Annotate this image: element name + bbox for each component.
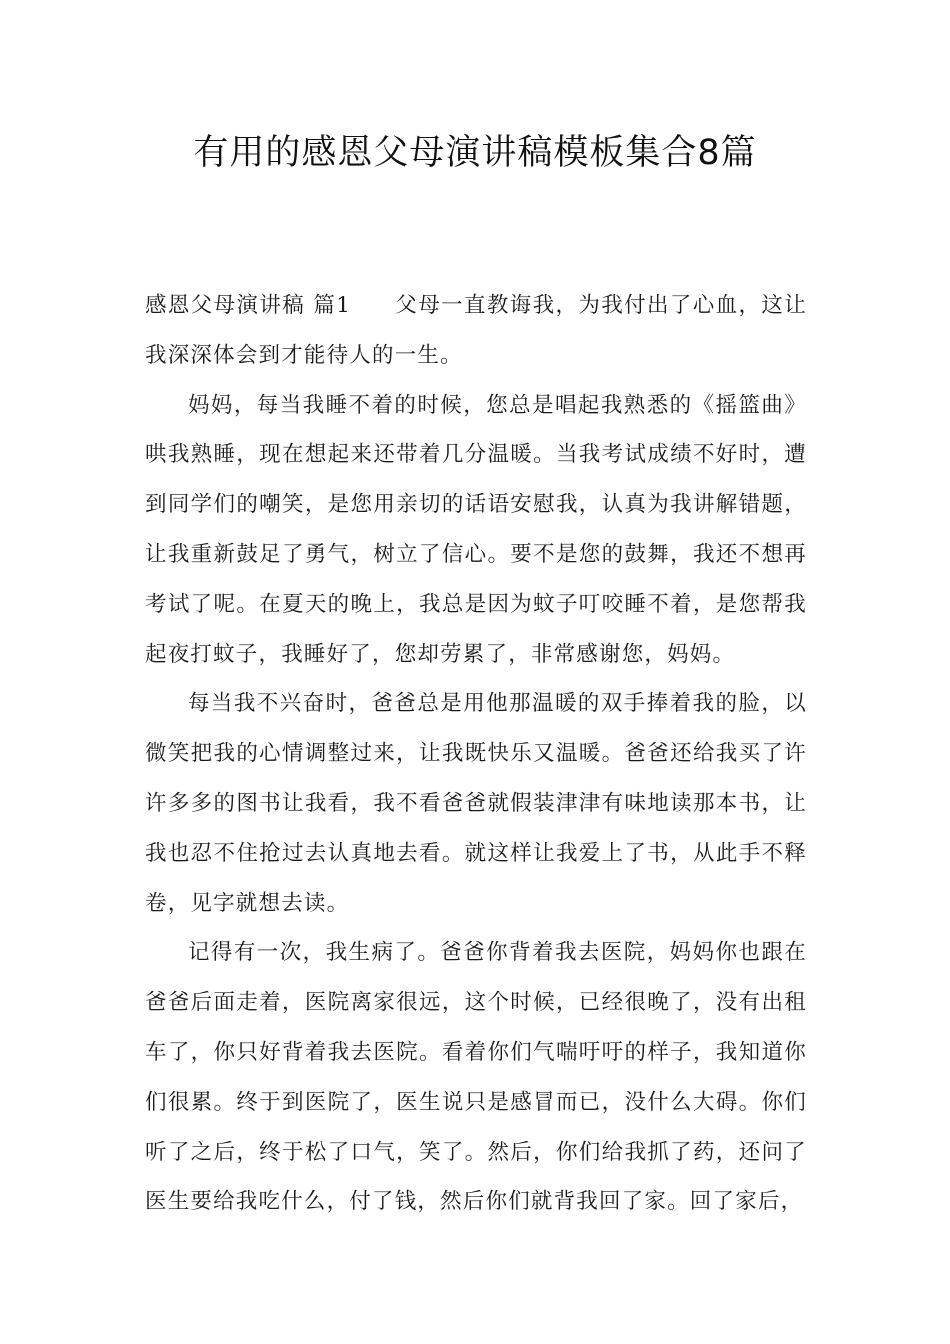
document-body <box>145 281 807 1227</box>
paragraph-2: 妈妈，每当我睡不着的时候，您总是唱起我熟悉的《摇篮曲》哄我熟睡，现在想起来还带着几分温暖。当我考试成绩不好时，遭到同学们的嘲笑，是您用亲切的话语安慰我，认真为我讲解错题，让我重新鼓足了勇气，树立了信心。要不是您的鼓舞，我还不想再考试了呢。在夏天的晚上，我总是因为蚊子叮咬睡不着，是您帮我起夜打蚊子，我睡好了，您却劳累了，非常感谢您，妈妈。 <box>145 392 807 667</box>
section-heading: 感恩父母演讲稿 篇1 <box>145 293 352 318</box>
paragraph-1 <box>145 281 807 381</box>
paragraph-3: 每当我不兴奋时，爸爸总是用他那温暖的双手捧着我的脸，以微笑把我的心情调整过来，让我既快乐又温暖。爸爸还给我买了许许多多的图书让我看，我不看爸爸就假装津津有味地读那本书，让我也忍不住抢过去认真地去看。就这样让我爱上了书，从此手不释卷，见字就想去读。 <box>145 691 807 916</box>
document-title: 有用的感恩父母演讲稿模板集合8篇 <box>193 133 757 173</box>
paragraph-text: 父母一直教诲我，为我付出了心血，这让我深深体会到才能待人的一生。 <box>145 293 807 368</box>
paragraph-4: 记得有一次，我生病了。爸爸你背着我去医院，妈妈你也跟在爸爸后面走着，医院离家很远，这个时候，已经很晚了，没有出租车了，你只好背着我去医院。看着你们气喘吁吁的样子，我知道你们很累。终于到医院了，医生说只是感冒而已，没什么大碍。你们听了之后，终于松了口气，笑了。然后，你们给我抓了药，还问了医生要给我吃什么，付了钱，然后你们就背我回了家。回了家后， <box>145 940 807 1215</box>
